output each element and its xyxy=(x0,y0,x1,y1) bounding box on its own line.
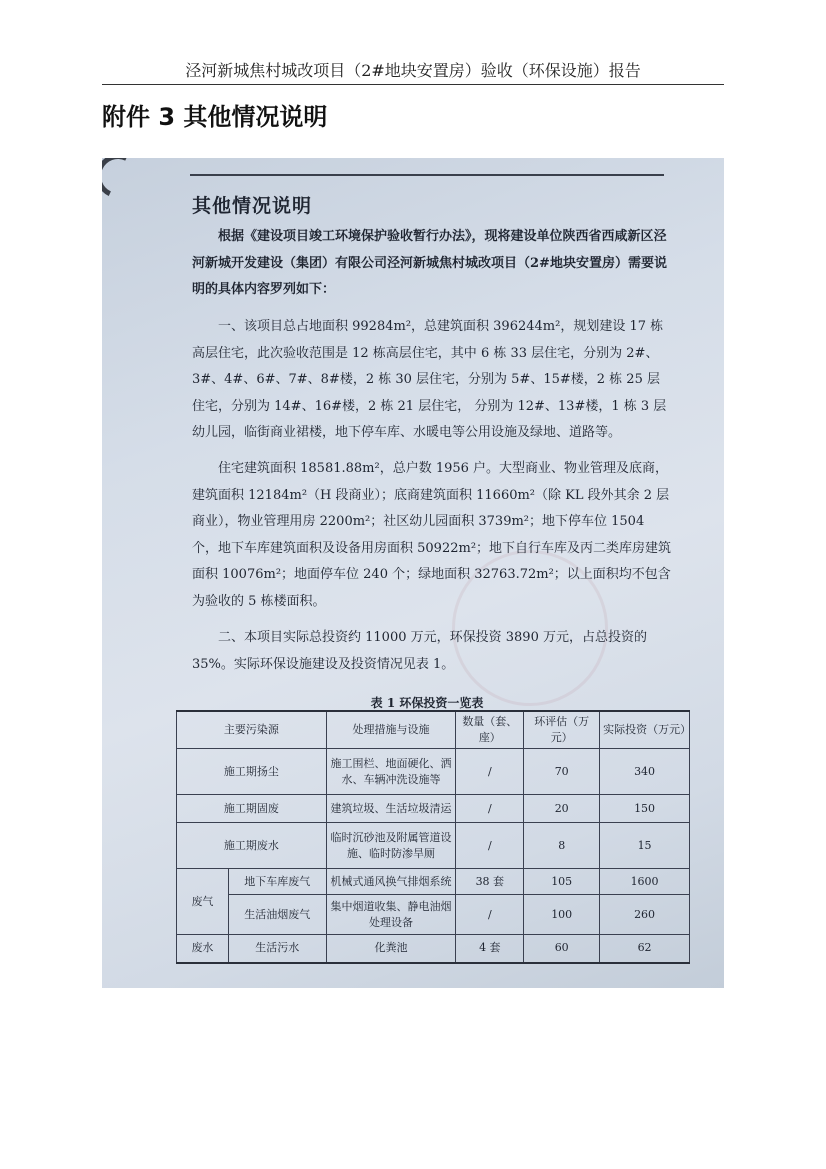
table-caption: 表 1 环保投资一览表 xyxy=(370,696,484,710)
header-source: 主要污染源 xyxy=(177,711,327,749)
cell-quantity: 4 套 xyxy=(456,935,524,963)
cell-measures: 临时沉砂池及附属管道设施、临时防渗旱厕 xyxy=(326,823,456,869)
doc-para-2: 住宅建筑面积 18581.88m²，总户数 1956 户。大型商业、物业管理及底商，建筑面积 12184m²（H 段商业）；底商建筑面积 11660m²（除 KL 段外其余 2 层商业），物业管理用房 2200m²；社区幼儿园面积 3739m²；地下停车位 1504 个，地下车库建筑面积及设备用房面积 50922m²；地下自行车库及丙二类库房建筑面积 10076m²；地面停车位 240 个；绿地面积 32763.72m²；以上面积均不包含为验收的 5 栋楼面积。 xyxy=(192,461,672,609)
table-header-row xyxy=(177,711,690,749)
cell-eia: 70 xyxy=(524,749,600,795)
cell-measures: 机械式通风换气排烟系统 xyxy=(326,869,456,895)
table-row xyxy=(177,823,690,869)
binder-ring-icon xyxy=(102,158,146,204)
cell-eia: 100 xyxy=(524,895,600,935)
cell-actual: 1600 xyxy=(600,869,690,895)
cell-measures: 集中烟道收集、静电油烟处理设备 xyxy=(326,895,456,935)
cell-eia: 60 xyxy=(524,935,600,963)
cell-eia: 8 xyxy=(524,823,600,869)
table-row xyxy=(177,869,690,895)
cell-actual: 15 xyxy=(600,823,690,869)
cell-eia: 20 xyxy=(524,795,600,823)
doc-intro: 根据《建设项目竣工环境保护验收暂行办法》，现将建设单位陕西省西咸新区泾河新城开发建设（集团）有限公司泾河新城焦村城改项目（2#地块安置房）需要说明的具体内容罗列如下： xyxy=(192,229,667,297)
cell-source: 施工期扬尘 xyxy=(177,749,327,795)
attachment-title: 附件 3 其他情况说明 xyxy=(102,103,328,131)
cell-quantity: / xyxy=(456,795,524,823)
cell-actual: 340 xyxy=(600,749,690,795)
cell-source: 生活油烟废气 xyxy=(228,895,326,935)
cell-quantity: / xyxy=(456,823,524,869)
cell-actual: 150 xyxy=(600,795,690,823)
cell-measures: 化粪池 xyxy=(326,935,456,963)
cell-group-water: 废水 xyxy=(177,935,229,963)
header-quantity: 数量（套、座） xyxy=(456,711,524,749)
cell-group-gas: 废气 xyxy=(177,869,229,935)
cell-quantity: / xyxy=(456,749,524,795)
cell-source: 地下车库废气 xyxy=(228,869,326,895)
table-row xyxy=(177,795,690,823)
header-measures: 处理措施与设施 xyxy=(326,711,456,749)
cell-measures: 建筑垃圾、生活垃圾清运 xyxy=(326,795,456,823)
header-eia: 环评估（万元） xyxy=(524,711,600,749)
scanned-document-photo xyxy=(102,158,724,988)
top-rule xyxy=(190,174,664,176)
cell-quantity: / xyxy=(456,895,524,935)
cell-eia: 105 xyxy=(524,869,600,895)
table-row xyxy=(177,935,690,963)
header-actual: 实际投资（万元） xyxy=(600,711,690,749)
cell-actual: 260 xyxy=(600,895,690,935)
cell-actual: 62 xyxy=(600,935,690,963)
cell-measures: 施工围栏、地面硬化、洒水、车辆冲洗设施等 xyxy=(326,749,456,795)
page-header: 泾河新城焦村城改项目（2#地块安置房）验收（环保设施）报告 xyxy=(102,58,724,85)
doc-para-3: 二、本项目实际总投资约 11000 万元，环保投资 3890 万元，占总投资的 35%。实际环保设施建设及投资情况见表 1。 xyxy=(192,630,647,672)
cell-source: 施工期废水 xyxy=(177,823,327,869)
table-row xyxy=(177,749,690,795)
doc-para-1: 一、该项目总占地面积 99284m²，总建筑面积 396244m²，规划建设 17 栋高层住宅，此次验收范围是 12 栋高层住宅，其中 6 栋 33 层住宅，分别为 2#、3#、4#、6#、7#、8#楼，2 栋 30 层住宅，分别为 5#、15#楼，2 栋 25 层住宅，分别为 14#、16#楼，2 栋 21 层住宅， 分别为 12#、13#楼，1 栋 3 层幼儿园，临街商业裙楼，地下停车库、水暖电等公用设施及绿地、道路等。 xyxy=(192,319,667,440)
table-row xyxy=(177,895,690,935)
cell-source: 施工期固废 xyxy=(177,795,327,823)
doc-title: 其他情况说明 xyxy=(192,195,313,217)
cell-quantity: 38 套 xyxy=(456,869,524,895)
investment-table xyxy=(176,710,690,964)
cell-source: 生活污水 xyxy=(228,935,326,963)
